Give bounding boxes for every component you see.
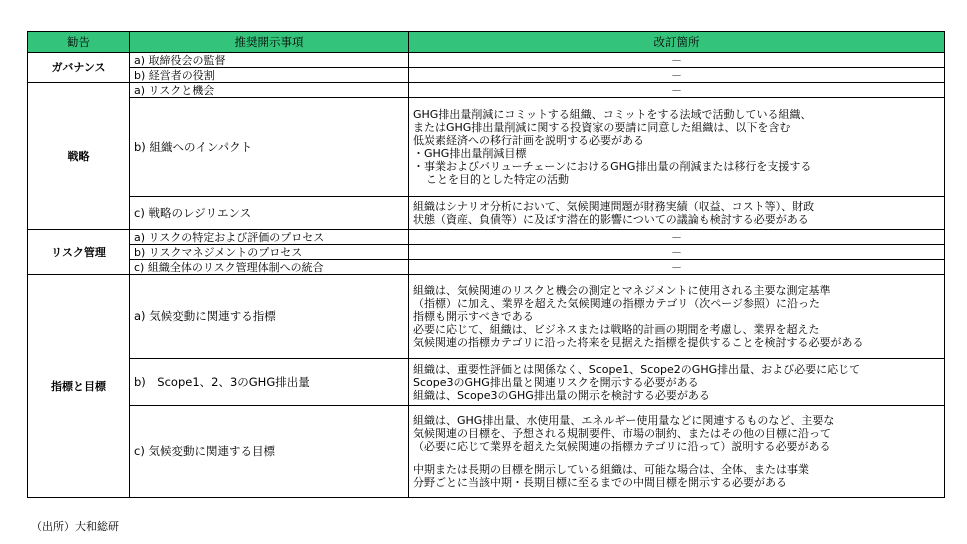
table-row bbox=[28, 245, 945, 260]
revision-text bbox=[409, 406, 945, 498]
header-recommendation: 勧告 bbox=[28, 32, 130, 53]
table-row bbox=[28, 230, 945, 245]
revision-text bbox=[409, 197, 945, 230]
revision-cell: － bbox=[409, 83, 945, 98]
text-line: ・事業およびバリューチェーンにおけるGHG排出量の削減または移行を支援する bbox=[413, 160, 812, 173]
text-line: （指標）に加え、業界を超えた気候関連の指標カテゴリ（次ページ参照）に沿った bbox=[413, 297, 820, 310]
text-line: 気候関連の目標を、予想される規制要件、市場の制約、またはその他の目標に沿って bbox=[413, 427, 831, 440]
disclosure-item: b) 経営者の役割 bbox=[130, 68, 409, 83]
table-row bbox=[28, 197, 945, 230]
text-line: 必要に応じて、組織は、ビジネスまたは戦略的計画の期間を考慮し、業界を超えた bbox=[413, 323, 820, 336]
disclosure-item: a) リスクと機会 bbox=[130, 83, 409, 98]
paragraph-gap bbox=[413, 453, 940, 463]
table-row bbox=[28, 359, 945, 406]
text-line: ・GHG排出量削減目標 bbox=[413, 147, 527, 160]
text-line: （必要に応じて業界を超えた気候関連の指標カテゴリに沿って）説明する必要がある bbox=[413, 440, 831, 453]
text-line: 気候関連の指標カテゴリに沿った将来を見据えた指標を提供することを検討する必要がある bbox=[413, 336, 864, 349]
revision-cell: － bbox=[409, 230, 945, 245]
header-row bbox=[28, 32, 945, 53]
source-note: （出所）大和総研 bbox=[31, 520, 119, 533]
text-line: 組織は、GHG排出量、水使用量、エネルギー使用量などに関連するものなど、主要な bbox=[413, 414, 835, 427]
text-line: 低炭素経済への移行計画を説明する必要がある bbox=[413, 134, 644, 147]
table-row bbox=[28, 275, 945, 359]
revision-cell: － bbox=[409, 68, 945, 83]
text-line: 組織は、気候関連のリスクと機会の測定とマネジメントに使用される主要な測定基準 bbox=[413, 284, 831, 297]
text-line: またはGHG排出量削減に関する投資家の要請に同意した組織は、以下を含む bbox=[413, 121, 791, 134]
tcfd-recommendations-table bbox=[27, 31, 945, 498]
revision-text bbox=[409, 359, 945, 406]
text-line: ことを目的とした特定の活動 bbox=[426, 173, 569, 186]
table-row bbox=[28, 260, 945, 275]
table-row bbox=[28, 68, 945, 83]
text-line: 分野ごとに当該中期・長期目標に至るまでの中間目標を開示する必要がある bbox=[413, 476, 787, 489]
disclosure-item: c) 戦略のレジリエンス bbox=[130, 197, 409, 230]
disclosure-item: a) 気候変動に関連する指標 bbox=[130, 275, 409, 359]
disclosure-item: b) リスクマネジメントのプロセス bbox=[130, 245, 409, 260]
header-revision: 改訂箇所 bbox=[409, 32, 945, 53]
disclosure-item: b) Scope1、2、3のGHG排出量 bbox=[130, 359, 409, 406]
revision-cell: － bbox=[409, 53, 945, 68]
text-line: 組織はシナリオ分析において、気候関連問題が財務実績（収益、コスト等）、財政 bbox=[413, 200, 815, 213]
table-row bbox=[28, 98, 945, 197]
disclosure-item: a) リスクの特定および評価のプロセス bbox=[130, 230, 409, 245]
category-metrics-targets: 指標と目標 bbox=[28, 275, 130, 498]
category-risk-management: リスク管理 bbox=[28, 230, 130, 275]
revision-cell: － bbox=[409, 260, 945, 275]
disclosure-item: c) 気候変動に関連する目標 bbox=[130, 406, 409, 498]
table-row bbox=[28, 83, 945, 98]
table-row bbox=[28, 406, 945, 498]
revision-cell: － bbox=[409, 245, 945, 260]
revision-text bbox=[409, 275, 945, 359]
text-line: 組織は、Scope3のGHG排出量の開示を検討する必要がある bbox=[413, 388, 710, 402]
category-governance: ガバナンス bbox=[28, 53, 130, 83]
text-line: 組織は、重要性評価とは関係なく、Scope1、Scope2のGHG排出量、および必要に応じて bbox=[413, 362, 861, 376]
disclosure-item: b) 組織へのインパクト bbox=[130, 98, 409, 197]
disclosure-item: a) 取締役会の監督 bbox=[130, 53, 409, 68]
disclosure-item: c) 組織全体のリスク管理体制への統合 bbox=[130, 260, 409, 275]
text-line: 状態（資産、負債等）に及ぼす潜在的影響についての議論も検討する必要がある bbox=[413, 213, 809, 226]
header-disclosure: 推奨開示事項 bbox=[130, 32, 409, 53]
text-line: GHG排出量削減にコミットする組織、コミットをする法域で活動している組織、 bbox=[413, 108, 812, 121]
table-row bbox=[28, 53, 945, 68]
text-line: 指標も開示すべきである bbox=[413, 310, 534, 323]
revision-text bbox=[409, 98, 945, 197]
text-line: Scope3のGHG排出量と関連リスクを開示する必要がある bbox=[413, 375, 699, 389]
category-strategy: 戦略 bbox=[28, 83, 130, 230]
text-line: 中期または長期の目標を開示している組織は、可能な場合は、全体、または事業 bbox=[413, 463, 809, 476]
